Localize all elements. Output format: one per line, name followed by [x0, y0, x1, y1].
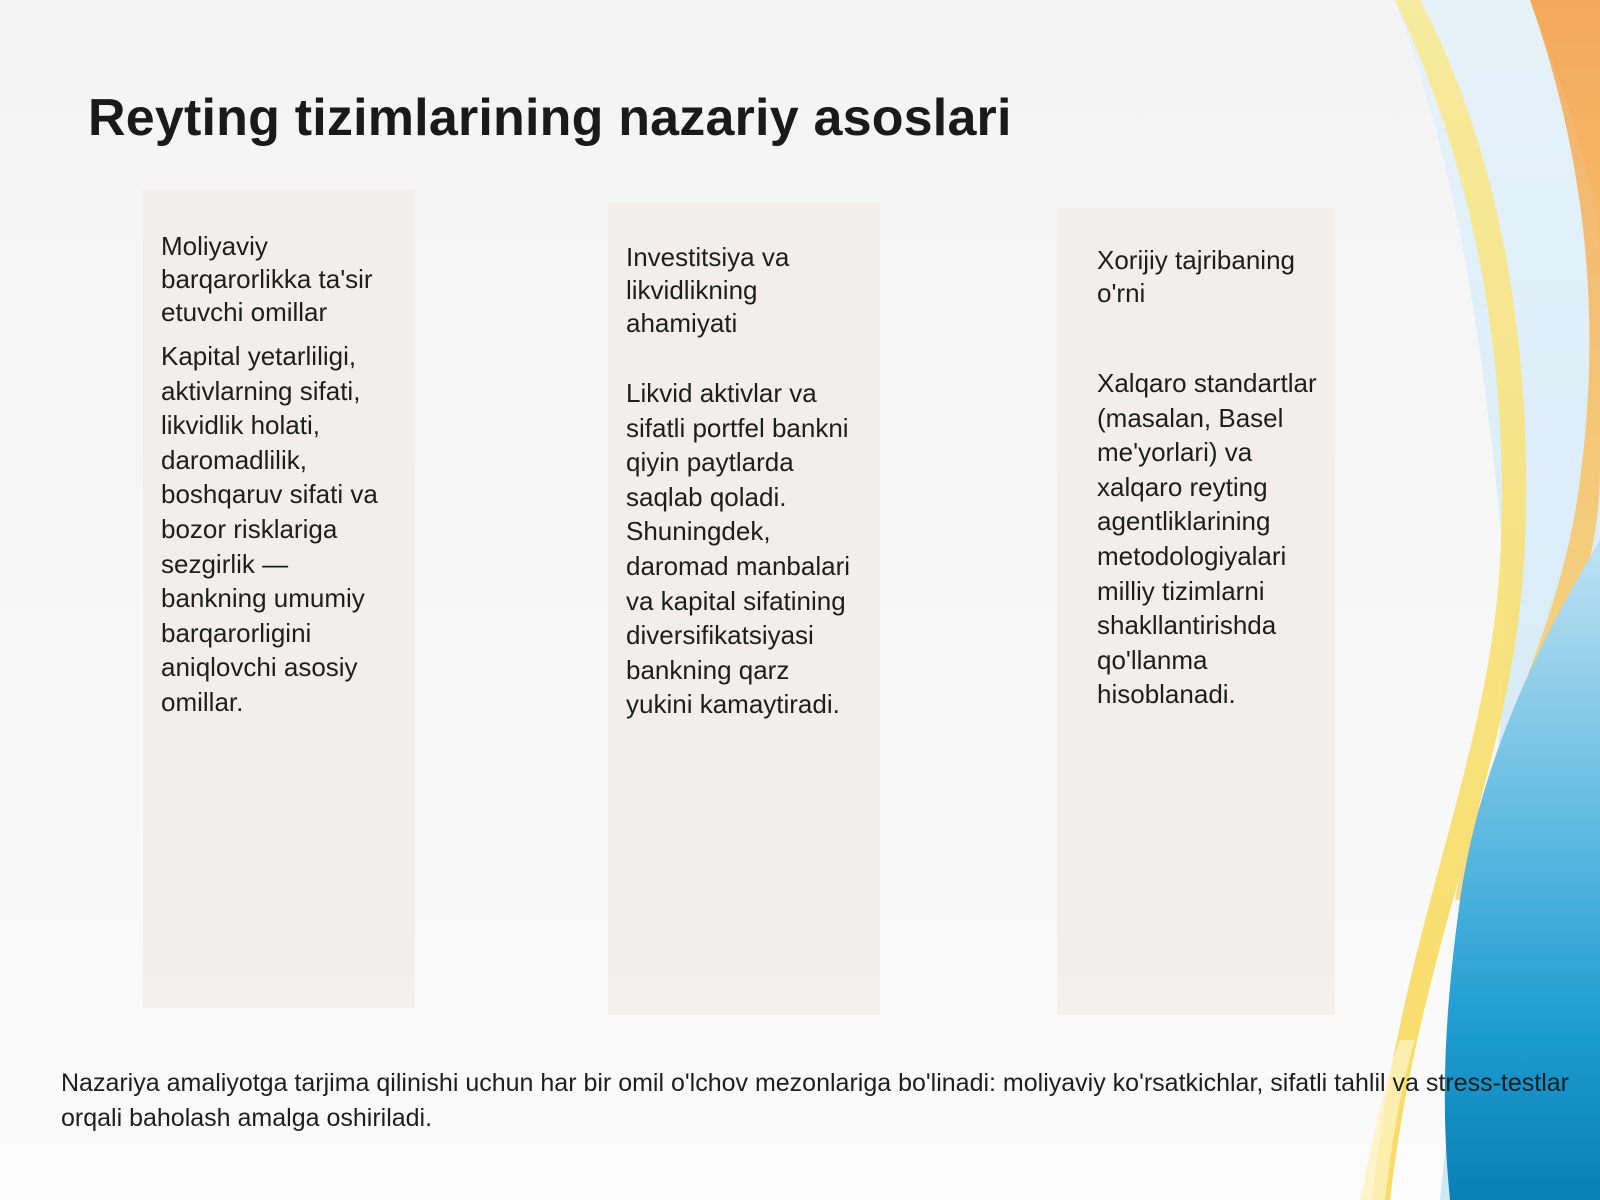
column-card-investment-liquidity: [608, 203, 880, 1015]
column-heading: Moliyaviy barqarorlikka ta'sir etuvchi omillar: [161, 231, 373, 327]
column-card-financial-stability: [143, 190, 415, 1008]
column-body-text: Kapital yetarliligi, aktivlarning sifati, likvidlik holati, daromadlilik, boshqaruv sifati va bozor risklariga sezgirlik — bankning umumiy barqarorligini aniqlovchi asosiy omillar.: [161, 341, 378, 717]
slide-title: Reyting tizimlarining nazariy asoslari: [88, 89, 1012, 147]
column-card-foreign-experience: [1057, 208, 1335, 1015]
column-body-text: Likvid aktivlar va sifatli portfel bankni qiyin paytlarda saqlab qoladi. Shuningdek, daromad manbalari va kapital sifatining diversifikatsiyasi bankning qarz yukini kamaytiradi.: [626, 378, 851, 720]
column-heading: Investitsiya va likvidlikning ahamiyati: [626, 242, 790, 338]
slide-footer-text: Nazariya amaliyotga tarjima qilinishi uchun har bir omil o'lchov mezonlariga bo'linadi: moliyaviy ko'rsatkichlar, sifatli tahlil va stress-testlar orqali baholash amalga oshiriladi.: [61, 1069, 1569, 1132]
column-heading: Xorijiy tajribaning o'rni: [1097, 245, 1295, 308]
column-body-text: Xalqaro standartlar (masalan, Basel me'yorlari) va xalqaro reyting agentliklarining metodologiyalari milliy tizimlarni shakllantirishda qo'llanma hisoblanadi.: [1097, 368, 1317, 710]
